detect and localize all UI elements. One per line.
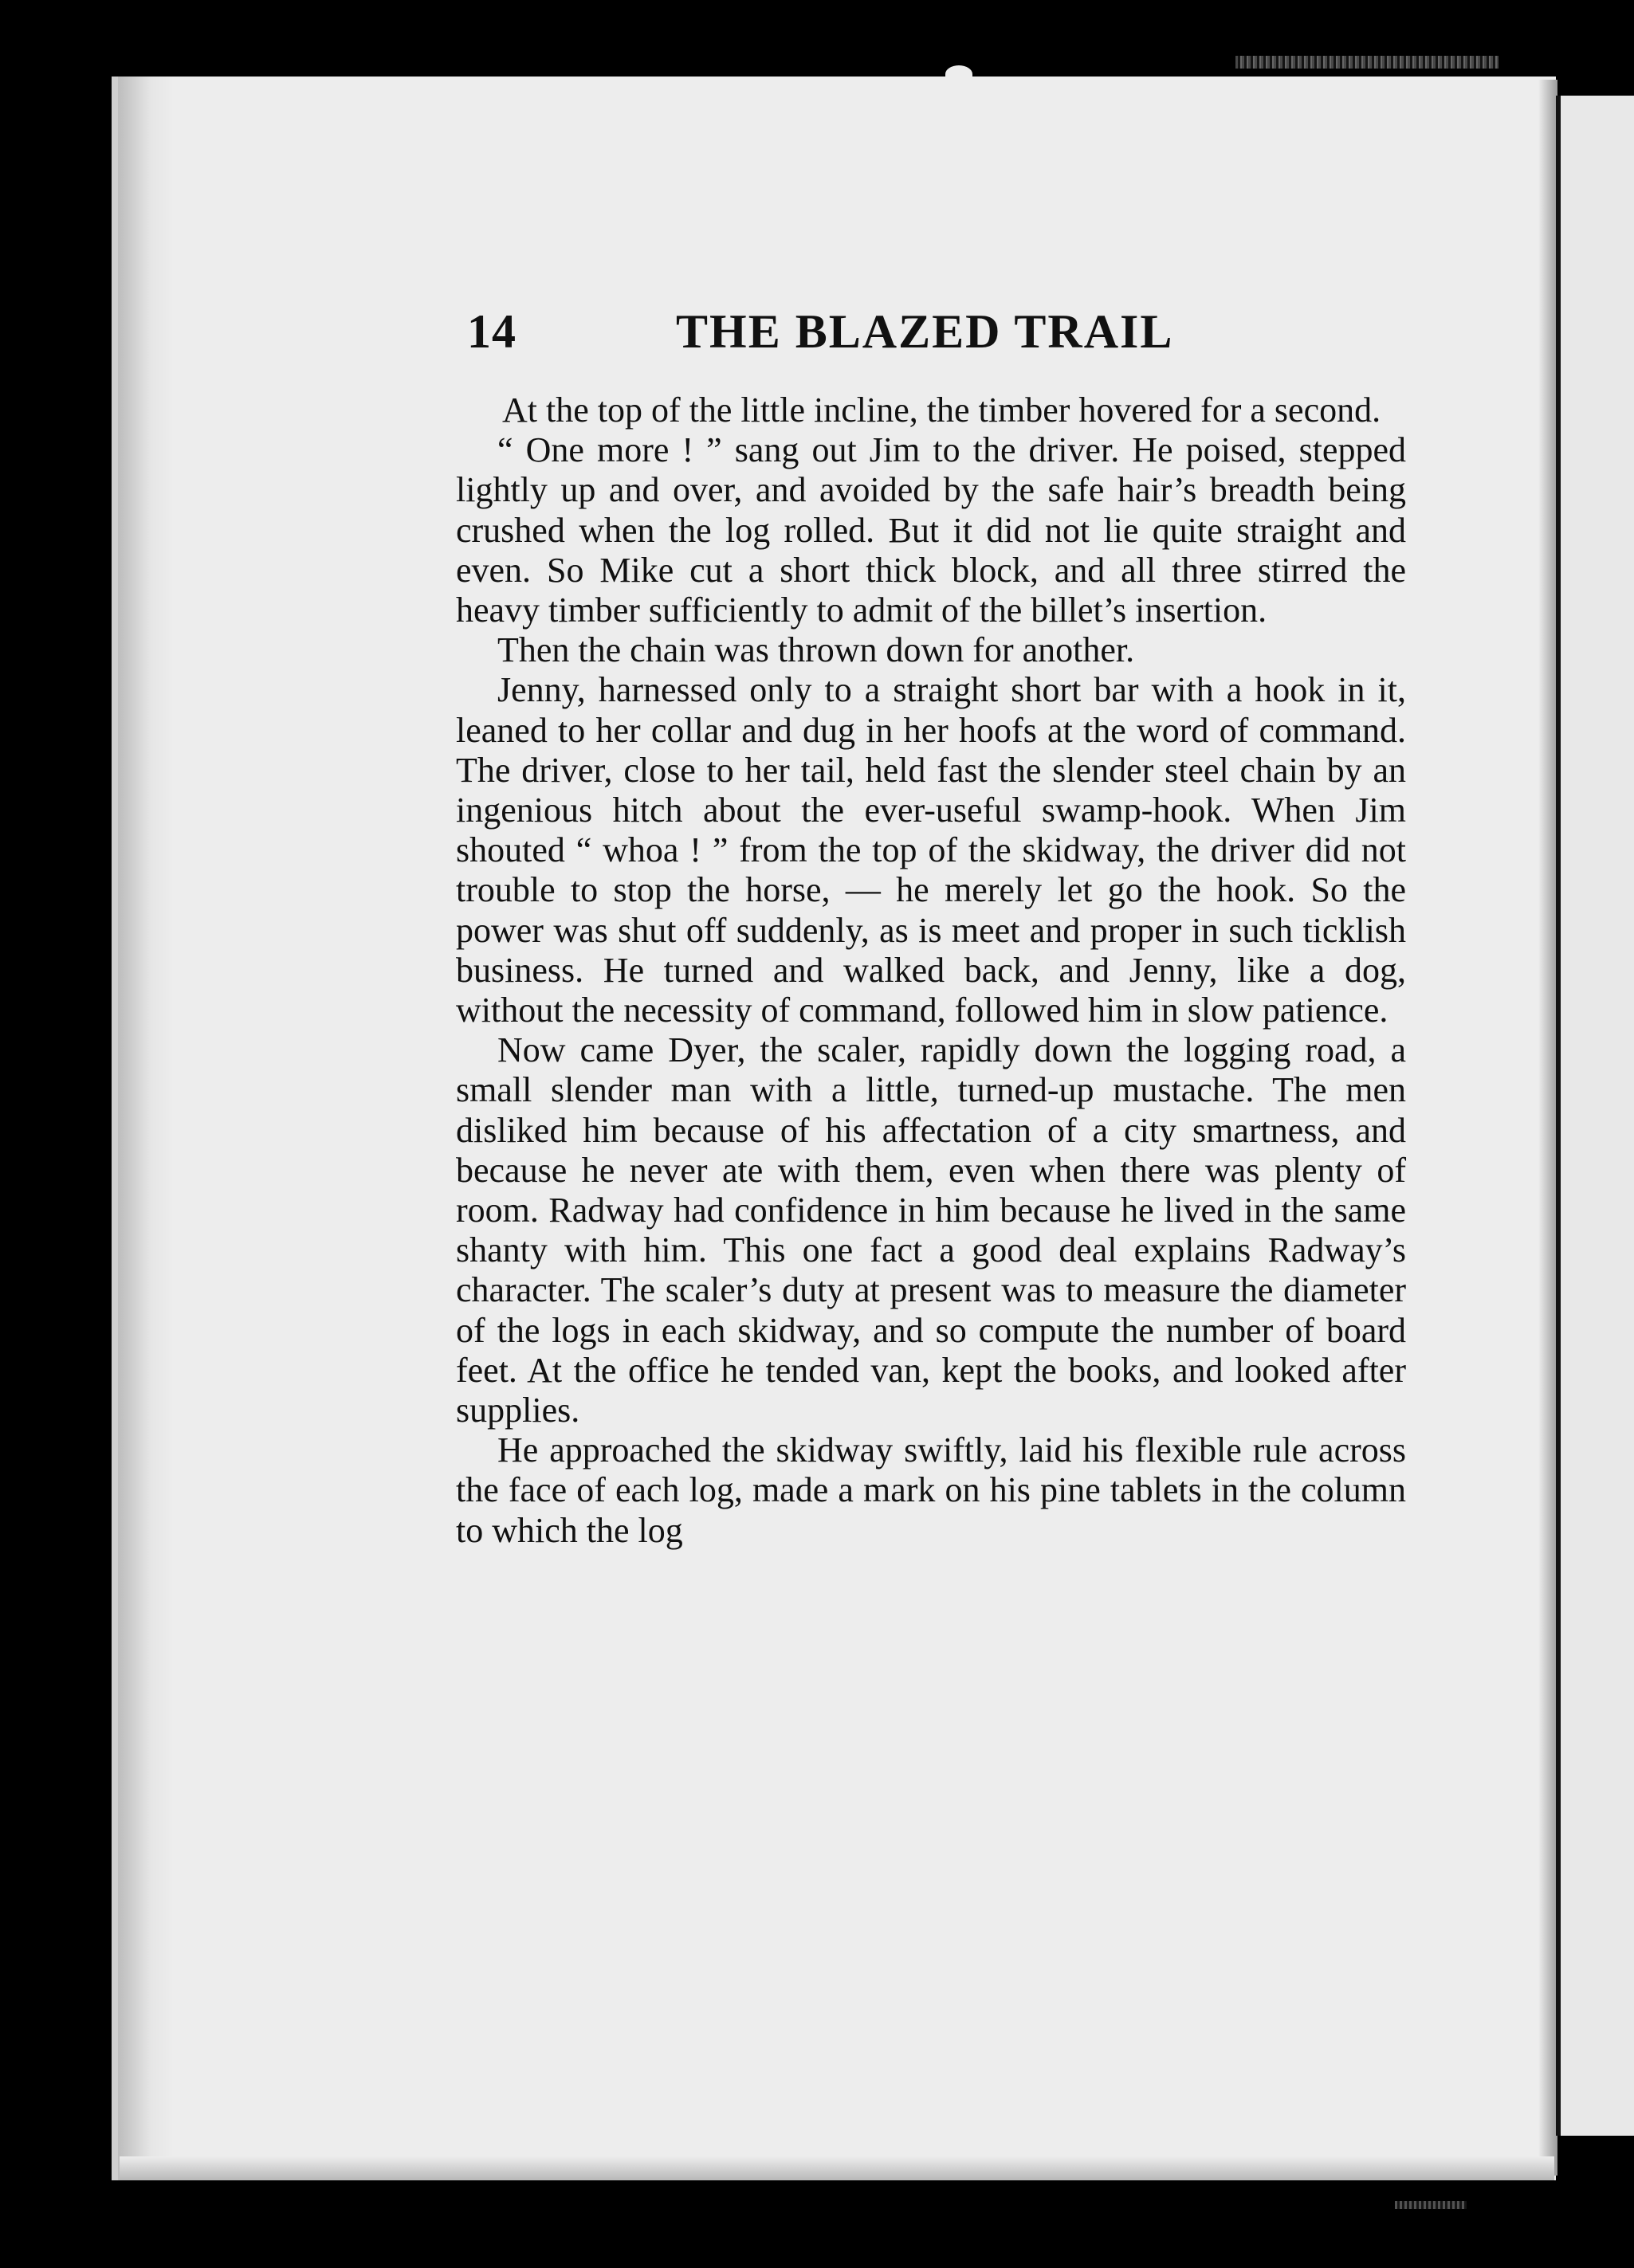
body-text	[456, 390, 1406, 1551]
paragraph: “ One more ! ” sang out Jim to the driver. He poised, stepped lightly up and over, and avoided by the safe hair’s breadth being crushed when the log rolled. But it did not lie quite straight and even. So Mike cut a short thick block, and all three stirred the heavy timber sufficiently to admit of the billet’s insertion.	[456, 430, 1406, 630]
running-head	[467, 304, 1543, 368]
book-title: THE BLAZED TRAIL	[676, 305, 1174, 358]
page-edge-shadow	[1538, 80, 1557, 2176]
facing-page-edge	[1556, 96, 1634, 2136]
page-number: 14	[467, 305, 517, 358]
scan-artifact	[1395, 2201, 1467, 2209]
page-bottom-shadow	[120, 2156, 1554, 2180]
paragraph: He approached the skidway swiftly, laid his flexible rule across the face of each log, made a mark on his pine tablets in the column to which the log	[456, 1430, 1406, 1550]
paragraph: Then the chain was thrown down for another.	[497, 630, 1135, 670]
paragraph: At the top of the little incline, the timber hovered for a second.	[502, 390, 1381, 430]
page-gutter	[118, 77, 174, 2180]
page-top-notch	[945, 65, 972, 83]
paragraph: Now came Dyer, the scaler, rapidly down the logging road, a small slender man with a little, turned-up mustache. The men disliked him because of his affectation of a city smartness, and because he never ate with them, even when there was plenty of room. Radway had confidence in him because he lived in the same shanty with him. This one fact a good deal explains Radway’s character. The scaler’s duty at present was to measure the diameter of the logs in each skidway, and so compute the number of board feet. At the office he tended van, kept the books, and looked after supplies.	[456, 1030, 1406, 1430]
paragraph: Jenny, harnessed only to a straight short bar with a hook in it, leaned to her collar and dug in her hoofs at the word of command. The driver, close to her tail, held fast the slender steel chain by an ingenious hitch about the ever-useful swamp-hook. When Jim shouted “ whoa ! ” from the top of the skidway, the driver did not trouble to stop the horse, — he merely let go the hook. So the power was shut off suddenly, as is meet and proper in such ticklish business. He turned and walked back, and Jenny, like a dog, without the necessity of command, followed him in slow patience.	[456, 670, 1406, 1030]
scan-artifact	[1235, 56, 1498, 69]
